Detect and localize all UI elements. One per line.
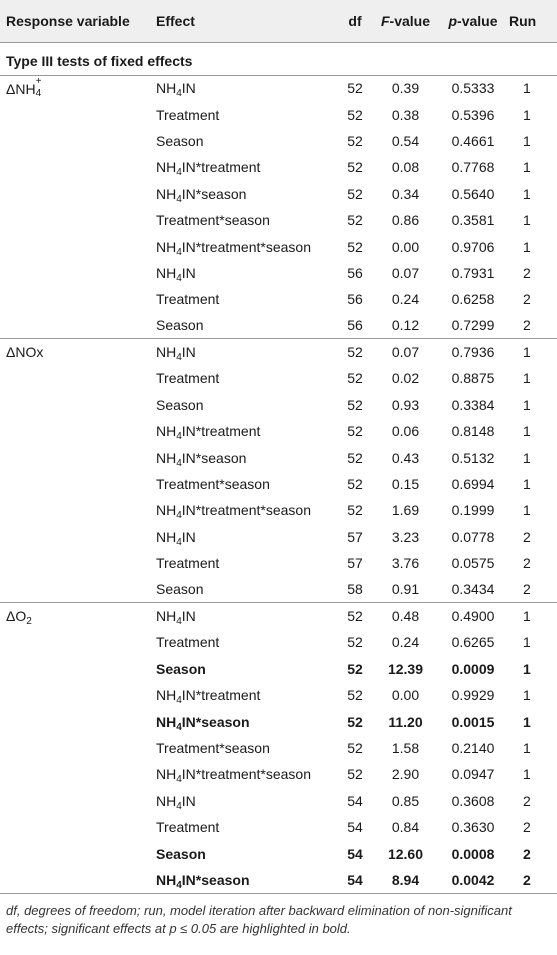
- p-value-cell: 0.6265: [451, 634, 495, 651]
- response-variable-cell: [0, 708, 150, 734]
- table-footnote: [0, 894, 557, 938]
- p-value-cell: 0.0042: [437, 867, 509, 893]
- p-value-cell: 0.7768: [451, 159, 495, 176]
- effect-cell: Season: [156, 845, 206, 862]
- response-variable-cell: [0, 444, 150, 470]
- run-cell: 2: [523, 264, 531, 281]
- response-variable-cell: [0, 682, 150, 708]
- footnote-part2: ≤ 0.05 are highlighted in bold.: [176, 920, 351, 936]
- table-row: [0, 840, 557, 866]
- table-row: [0, 576, 557, 602]
- response-variable-cell: [0, 233, 150, 259]
- response-variable-cell: [0, 524, 150, 550]
- f-value-cell: 0.00: [391, 687, 420, 704]
- effect-cell: $NH_4IN*season$: [156, 185, 247, 205]
- response-variable-cell: [0, 576, 150, 602]
- f-value-cell: 0.93: [391, 396, 420, 413]
- response-variable-cell: [0, 365, 150, 391]
- df-cell: 56: [347, 264, 363, 281]
- run-cell: 1: [523, 766, 531, 783]
- effect-cell: $NH_4IN*treatment*season$: [156, 502, 311, 522]
- p-value-cell: 0.7931: [451, 264, 495, 281]
- p-value-cell: 0.4661: [451, 132, 495, 149]
- header-df: df: [336, 0, 374, 42]
- run-cell: 1: [523, 370, 531, 387]
- header-run: Run: [509, 0, 557, 42]
- table-row: [0, 629, 557, 655]
- table-row: [0, 75, 557, 101]
- subscript: 4: [176, 616, 182, 628]
- table-row: [0, 444, 557, 470]
- effect-cell: $NH_4IN$: [150, 603, 336, 629]
- p-value-cell: 0.5132: [451, 449, 495, 466]
- response-variable-cell: ΔNH + 4: [0, 75, 150, 101]
- f-value-cell: 12.39: [387, 660, 424, 677]
- table-row: [0, 365, 557, 391]
- f-value-cell: 0.07: [391, 264, 420, 281]
- table-row: [0, 418, 557, 444]
- run-cell: 1: [523, 212, 531, 229]
- p-value-cell: 0.4900: [437, 603, 509, 629]
- f-value-cell: 12.60: [387, 845, 424, 862]
- effect-cell: $NH_4IN*season$: [156, 713, 250, 733]
- p-value-cell: 0.0575: [451, 555, 495, 572]
- effect-cell: Treatment*season: [156, 212, 270, 229]
- p-value-cell: 0.8148: [451, 423, 495, 440]
- header-f-value: [374, 0, 437, 42]
- response-variable-cell: [0, 656, 150, 682]
- effect-cell: $NH_4IN$: [150, 339, 336, 365]
- table-row: [0, 550, 557, 576]
- p-value-cell: 0.3384: [451, 396, 495, 413]
- table-row: [0, 181, 557, 207]
- df-cell: 57: [347, 528, 363, 545]
- effect-cell: Season: [156, 132, 204, 149]
- run-cell: 1: [509, 339, 557, 365]
- run-cell: 1: [523, 713, 531, 730]
- f-value-cell: 0.24: [391, 291, 420, 308]
- subscript: 4: [176, 431, 182, 443]
- section-title-row: [0, 42, 557, 75]
- effect-cell: Treatment*season: [156, 739, 270, 756]
- table-row: [0, 497, 557, 523]
- f-value-cell: 0.34: [391, 185, 420, 202]
- df-cell: 56: [347, 317, 363, 334]
- effect-cell: $NH_4IN*season$: [156, 449, 247, 469]
- p-value-cell: 0.7299: [451, 317, 495, 334]
- f-value-cell: 0.84: [391, 819, 420, 836]
- run-cell: 2: [523, 291, 531, 308]
- footnote-part1: df, degrees of freedom; run, model iteration after backward elimination of non-significant effects; significant effects at: [6, 902, 512, 936]
- effect-cell: $NH_4IN$: [156, 528, 196, 548]
- run-cell: 1: [523, 106, 531, 123]
- f-value-cell: 0.00: [391, 238, 420, 255]
- f-value-cell: 3.23: [391, 528, 420, 545]
- table-row: [0, 656, 557, 682]
- run-cell: 1: [523, 739, 531, 756]
- p-value-cell: 0.5396: [451, 106, 495, 123]
- response-variable-cell: [0, 181, 150, 207]
- run-cell: 1: [523, 476, 531, 493]
- df-cell: 52: [347, 185, 363, 202]
- p-value-cell: 0.3630: [451, 819, 495, 836]
- p-value-cell: 0.9706: [451, 238, 495, 255]
- p-value-cell: 0.0008: [451, 845, 495, 862]
- p-value-cell: 0.9929: [451, 687, 495, 704]
- response-variable-cell: [0, 840, 150, 866]
- table-row: [0, 128, 557, 154]
- table-row: [0, 101, 557, 127]
- run-cell: 1: [523, 396, 531, 413]
- df-cell: 54: [347, 845, 363, 862]
- run-cell: 2: [523, 317, 531, 334]
- response-variable-cell: [0, 497, 150, 523]
- p-value-cell: 0.0947: [451, 766, 495, 783]
- f-value-cell: 0.38: [391, 106, 420, 123]
- df-cell: 54: [336, 867, 374, 893]
- effect-cell: $NH_4IN*treatment*season$: [156, 238, 311, 258]
- section-title: Type III tests of fixed effects: [6, 52, 193, 69]
- run-cell: 2: [509, 867, 557, 893]
- df-cell: 54: [347, 819, 363, 836]
- header-f-suffix: -value: [389, 12, 431, 29]
- response-variable-cell: [0, 629, 150, 655]
- table-row: [0, 708, 557, 734]
- response-variable-cell: [0, 735, 150, 761]
- df-cell: 52: [336, 603, 374, 629]
- run-cell: 1: [523, 423, 531, 440]
- f-value-cell: 3.76: [391, 555, 420, 572]
- df-cell: 52: [347, 212, 363, 229]
- header-effect: Effect: [150, 0, 336, 42]
- table-row: [0, 313, 557, 339]
- p-value-cell: 0.6994: [451, 476, 495, 493]
- table-row: [0, 207, 557, 233]
- subscript: 4: [176, 352, 182, 364]
- df-cell: 52: [347, 766, 363, 783]
- effect-cell: $NH_4IN*treatment$: [156, 687, 261, 707]
- effect-cell: Treatment: [156, 819, 220, 836]
- df-cell: 52: [347, 370, 363, 387]
- effect-cell: Treatment: [156, 370, 220, 387]
- run-cell: 1: [523, 660, 531, 677]
- f-value-cell: 1.58: [391, 739, 420, 756]
- response-variable-cell: [0, 867, 150, 893]
- df-cell: 52: [347, 739, 363, 756]
- p-value-cell: 0.6258: [451, 291, 495, 308]
- table-row: [0, 867, 557, 893]
- effect-cell: $NH_4IN*treatment*season$: [156, 766, 311, 786]
- response-variable-cell: [0, 313, 150, 339]
- f-value-cell: 0.12: [391, 317, 420, 334]
- header-response-variable: Response variable: [0, 0, 150, 42]
- table-row: [0, 735, 557, 761]
- table-row: [0, 788, 557, 814]
- f-value-cell: 0.54: [391, 132, 420, 149]
- response-variable-cell: $\Delta O_2$: [0, 603, 150, 629]
- table-header-row: [0, 0, 557, 42]
- effect-cell: $NH_4IN*treatment$: [156, 159, 261, 179]
- f-value-cell: 8.94: [374, 867, 437, 893]
- effect-cell: Treatment: [156, 106, 220, 123]
- p-value-cell: 0.0009: [451, 660, 495, 677]
- run-cell: 1: [523, 634, 531, 651]
- subscript: 4: [176, 774, 182, 786]
- f-value-cell: 0.24: [391, 634, 420, 651]
- subscript: 4: [176, 879, 182, 891]
- df-cell: 52: [347, 476, 363, 493]
- response-variable-cell: [0, 207, 150, 233]
- table-row: [0, 471, 557, 497]
- table-row: [0, 260, 557, 286]
- run-cell: 1: [509, 603, 557, 629]
- df-cell: 52: [347, 449, 363, 466]
- p-value-cell: 0.3608: [451, 792, 495, 809]
- effect-cell: Treatment*season: [156, 476, 270, 493]
- effect-cell: Season: [156, 396, 204, 413]
- run-cell: 1: [523, 238, 531, 255]
- response-variable-cell: [0, 814, 150, 840]
- table-row: [0, 814, 557, 840]
- p-value-cell: 0.3434: [451, 581, 495, 598]
- f-value-cell: 1.69: [391, 502, 420, 519]
- subscript: 4: [176, 272, 182, 284]
- response-variable-cell: [0, 128, 150, 154]
- p-value-cell: 0.7936: [437, 339, 509, 365]
- header-p-value: [437, 0, 509, 42]
- response-variable-cell: [0, 101, 150, 127]
- effect-cell: Treatment: [156, 634, 220, 651]
- run-cell: 1: [523, 449, 531, 466]
- effect-cell: $NH_4IN*season$: [150, 867, 336, 893]
- f-value-cell: 0.91: [391, 581, 420, 598]
- subscript: 4: [176, 721, 182, 733]
- subscript: 2: [26, 616, 32, 628]
- p-value-cell: 0.0015: [451, 713, 495, 730]
- subscript: 4: [176, 246, 182, 258]
- f-value-cell: 0.02: [391, 370, 420, 387]
- p-value-cell: 0.3581: [451, 212, 495, 229]
- subscript: 4: [176, 800, 182, 812]
- df-cell: 52: [347, 159, 363, 176]
- df-cell: 52: [336, 75, 374, 101]
- table-row: [0, 392, 557, 418]
- df-cell: 52: [347, 423, 363, 440]
- subscript: 4: [176, 457, 182, 469]
- f-value-cell: 0.06: [391, 423, 420, 440]
- df-cell: 52: [347, 106, 363, 123]
- response-variable-cell: [0, 392, 150, 418]
- response-variable-cell: [0, 260, 150, 286]
- df-cell: 52: [336, 339, 374, 365]
- p-value-cell: 0.5333: [437, 75, 509, 101]
- run-cell: 2: [523, 845, 531, 862]
- p-value-cell: 0.1999: [451, 502, 495, 519]
- table-row: [0, 286, 557, 312]
- run-cell: 1: [523, 159, 531, 176]
- f-value-cell: 0.08: [391, 159, 420, 176]
- table-row: [0, 154, 557, 180]
- p-value-cell: 0.2140: [451, 739, 495, 756]
- df-cell: 56: [347, 291, 363, 308]
- effect-cell: Treatment: [156, 291, 220, 308]
- p-value-cell: 0.5640: [451, 185, 495, 202]
- effect-cell: Treatment: [156, 555, 220, 572]
- table-row: [0, 761, 557, 787]
- df-cell: 52: [347, 634, 363, 651]
- table-row: [0, 682, 557, 708]
- effect-cell: Season: [156, 581, 204, 598]
- header-p-symbol: p: [448, 12, 458, 29]
- run-cell: 1: [523, 502, 531, 519]
- run-cell: 2: [523, 528, 531, 545]
- df-cell: 52: [347, 687, 363, 704]
- run-cell: 2: [523, 792, 531, 809]
- footnote-p-symbol: p: [169, 920, 177, 936]
- table-row: [0, 603, 557, 629]
- response-variable-cell: [0, 788, 150, 814]
- effect-cell: Season: [156, 660, 206, 677]
- df-cell: 52: [347, 238, 363, 255]
- subscript: 4: [176, 88, 182, 100]
- f-value-cell: 2.90: [391, 766, 420, 783]
- subscript: 4: [176, 193, 182, 205]
- effect-cell: $NH_4IN$: [156, 264, 196, 284]
- f-value-cell: 0.48: [374, 603, 437, 629]
- run-cell: 2: [523, 555, 531, 572]
- response-variable-cell: [0, 471, 150, 497]
- subscript: 4: [176, 695, 182, 707]
- header-f-symbol: F: [380, 12, 390, 29]
- df-cell: 54: [347, 792, 363, 809]
- response-variable-cell: [0, 761, 150, 787]
- subscript: 4: [176, 510, 182, 522]
- response-variable-cell: [0, 286, 150, 312]
- df-cell: 52: [347, 660, 363, 677]
- df-cell: 58: [347, 581, 363, 598]
- f-value-cell: 0.07: [374, 339, 437, 365]
- df-cell: 52: [347, 396, 363, 413]
- f-value-cell: 0.43: [391, 449, 420, 466]
- table-row: [0, 339, 557, 365]
- run-cell: 2: [523, 581, 531, 598]
- df-cell: 52: [347, 502, 363, 519]
- header-p-suffix: -value: [457, 12, 498, 29]
- table-body: [0, 42, 557, 893]
- run-cell: 1: [523, 687, 531, 704]
- f-value-cell: 0.39: [374, 75, 437, 101]
- effect-cell: $NH_4IN$: [156, 792, 196, 812]
- f-value-cell: 0.85: [391, 792, 420, 809]
- effect-cell: Season: [156, 317, 204, 334]
- f-value-cell: 11.20: [388, 713, 423, 730]
- run-cell: 2: [523, 819, 531, 836]
- table-row: [0, 233, 557, 259]
- run-cell: 1: [523, 185, 531, 202]
- f-value-cell: 0.15: [391, 476, 420, 493]
- effect-cell: $NH_4IN*treatment$: [156, 423, 261, 443]
- df-cell: 52: [347, 713, 363, 730]
- table-row: [0, 524, 557, 550]
- f-value-cell: 0.86: [391, 212, 420, 229]
- response-variable-cell: [0, 418, 150, 444]
- response-variable-cell: [0, 550, 150, 576]
- run-cell: 1: [509, 75, 557, 101]
- df-cell: 57: [347, 555, 363, 572]
- response-variable-cell: [0, 154, 150, 180]
- response-variable-cell: ΔNOx: [0, 339, 150, 365]
- run-cell: 1: [523, 132, 531, 149]
- charge-subscript: + 4: [35, 75, 42, 99]
- subscript: 4: [176, 536, 182, 548]
- subscript: 4: [176, 167, 182, 179]
- p-value-cell: 0.8875: [451, 370, 495, 387]
- p-value-cell: 0.0778: [451, 528, 495, 545]
- effect-cell: $NH_4IN$: [150, 75, 336, 101]
- df-cell: 52: [347, 132, 363, 149]
